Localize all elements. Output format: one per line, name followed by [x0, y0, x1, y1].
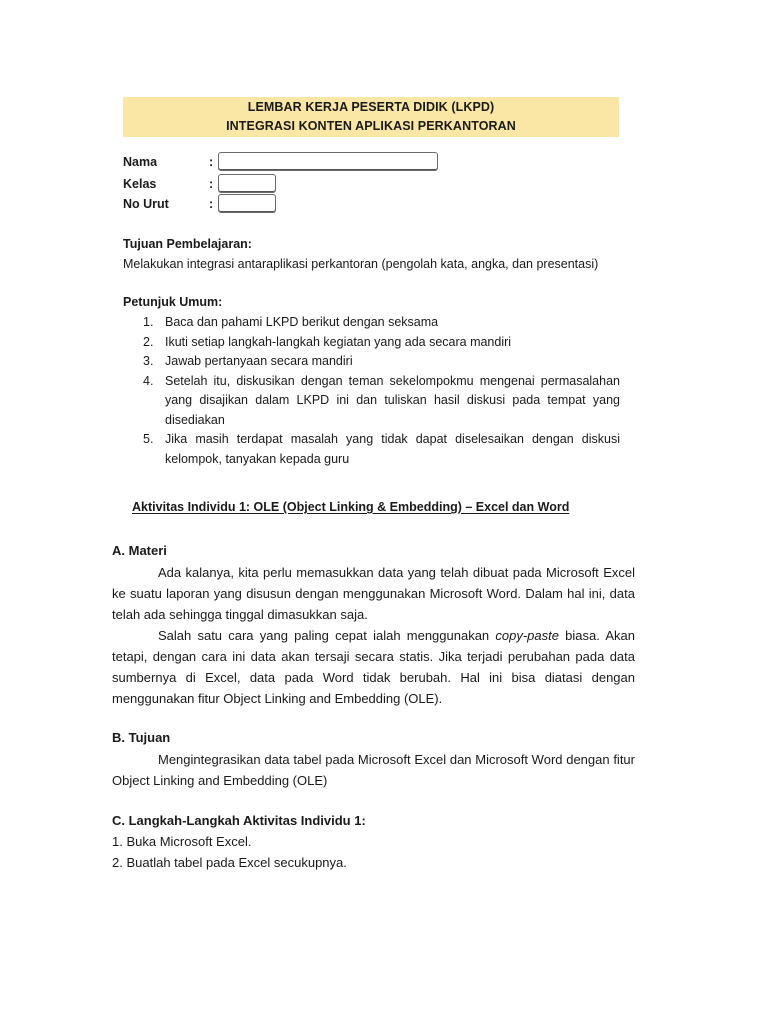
- langkah-step-1: 1. Buka Microsoft Excel.: [112, 834, 252, 849]
- activity-title: Aktivitas Individu 1: OLE (Object Linking & Embedding) – Excel dan Word: [132, 500, 570, 514]
- materi-paragraph-1: Ada kalanya, kita perlu memasukkan data yang telah dibuat pada Microsoft Excel ke suatu laporan yang disusun dengan menggunakan Microsoft Word. Dalam hal ini, data telah ada sehingga tinggal dimasukkan saja.: [112, 565, 635, 622]
- langkah-heading: C. Langkah-Langkah Aktivitas Individu 1:: [112, 813, 366, 828]
- materi-section: [112, 540, 635, 709]
- tujuan-pembelajaran-text: Melakukan integrasi antaraplikasi perkantoran (pengolah kata, angka, dan presentasi): [123, 257, 599, 271]
- tujuan-pembelajaran-heading: Tujuan Pembelajaran:: [123, 237, 252, 251]
- list-item: 1. Baca dan pahami LKPD berikut dengan seksama: [143, 315, 439, 329]
- list-item: 5. Jika masih terdapat masalah yang tidak dapat diselesaikan dengan diskusi kelompok, tanyakan kepada guru: [143, 432, 620, 466]
- kelas-input-box[interactable]: [218, 174, 276, 193]
- kelas-label: Kelas: [123, 177, 157, 191]
- title-banner: [123, 97, 619, 137]
- petunjuk-heading: Petunjuk Umum:: [123, 295, 223, 309]
- kelas-row: [123, 174, 453, 194]
- materi-paragraph-2: Salah satu cara yang paling cepat ialah menggunakan copy-paste biasa. Akan tetapi, dengan cara ini data akan tersaji secara statis. Jika terjadi perubahan pada data sumbernya di Excel, data pada Word tidak berubah. Hal ini bisa diatasi dengan menggunakan fitur Object Linking and Embedding (OLE).: [112, 628, 635, 706]
- nama-input-box[interactable]: [218, 152, 438, 171]
- tujuan-pembelajaran-section: [123, 234, 623, 274]
- tujuan-section: [112, 727, 635, 791]
- title-line-2: INTEGRASI KONTEN APLIKASI PERKANTORAN: [226, 119, 516, 133]
- identity-fields: [123, 152, 453, 214]
- no-urut-colon: :: [209, 197, 214, 211]
- langkah-step-2: 2. Buatlah tabel pada Excel secukupnya.: [112, 855, 347, 870]
- nama-colon: :: [209, 155, 214, 169]
- nama-label: Nama: [123, 155, 158, 169]
- tujuan-text: Mengintegrasikan data tabel pada Microsoft Excel dan Microsoft Word dengan fitur Object Linking and Embedding (OLE): [112, 752, 635, 788]
- petunjuk-section: [123, 292, 623, 469]
- list-item: 4. Setelah itu, diskusikan dengan teman sekelompokmu mengenai permasalahan yang disajikan dalam LKPD ini dan tuliskan hasil diskusi pada tempat yang disediakan: [143, 373, 620, 427]
- list-item: 2. Ikuti setiap langkah-langkah kegiatan yang ada secara mandiri: [143, 334, 512, 349]
- no-urut-input-box[interactable]: [218, 194, 276, 213]
- nama-row: [123, 152, 453, 172]
- no-urut-row: [123, 194, 453, 214]
- tujuan-heading: B. Tujuan: [112, 730, 171, 745]
- petunjuk-list: [123, 313, 623, 469]
- langkah-section: [112, 810, 635, 873]
- materi-heading: A. Materi: [112, 543, 167, 558]
- list-item: 3. Jawab pertanyaan secara mandiri: [143, 354, 353, 368]
- title-line-1: LEMBAR KERJA PESERTA DIDIK (LKPD): [247, 100, 495, 114]
- kelas-colon: :: [209, 177, 214, 191]
- no-urut-label: No Urut: [123, 197, 169, 211]
